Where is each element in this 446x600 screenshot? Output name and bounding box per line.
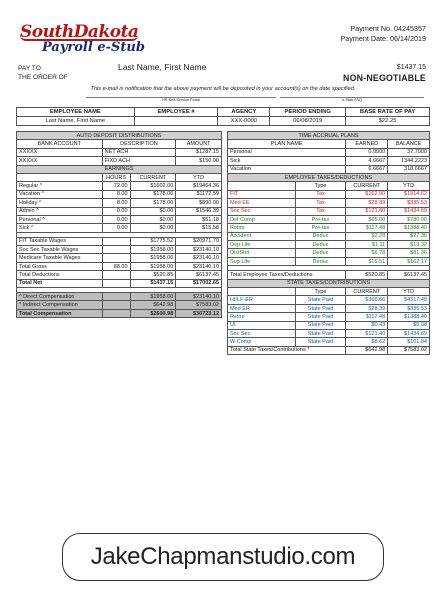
plan-name: Vacation [228,165,346,173]
compensation-current: $642.98 [130,301,176,309]
taxes-blank-header [228,182,296,190]
table-row [17,237,222,245]
earning-ytd: $890.00 [176,199,222,207]
estub-faq-link[interactable]: e-Stub FAQ [280,97,424,104]
table-row [17,215,222,223]
earning-hours: 72.00 [102,182,130,190]
table-row [228,329,430,337]
payment-no: 04245357 [394,24,426,33]
table-row [228,304,430,312]
earning-current: $178.00 [130,199,176,207]
total-hours [102,279,130,287]
tax-ytd: $1914.62 [388,190,430,198]
tax-name: DistShrt [228,249,296,257]
earning-hours: 8.00 [102,190,130,198]
earning-type: Personal ^ [17,215,103,223]
total-label: Total Gross [17,262,103,270]
ytd-header: YTD [176,173,222,181]
taxable-current: $1958.00 [130,254,176,262]
description-header: DESCRIPTION [102,140,176,148]
earning-hours: 0.00 [102,224,130,232]
state-total-current: $642.98 [346,346,388,354]
tax-current: $117.48 [346,224,388,232]
period-ending-header: PERIOD ENDING [270,108,346,117]
taxable-ytd: $23140.10 [176,254,222,262]
taxable-label: Medicare Taxable Wages [17,254,103,262]
agency: XXX-0000 [218,116,270,125]
table-row [17,246,222,254]
plan-balance: 1344.2223 [388,157,430,165]
earning-type: Regular ^ [17,182,103,190]
total-hours [102,271,130,279]
state-type: State Paid [295,304,346,312]
bank-account: XXXXX [17,148,103,156]
state-blank-header [228,288,296,296]
tax-type: Pre-tax [295,215,346,223]
payment-amount: $1437.15 [396,64,426,71]
state-type: State Paid [295,329,346,337]
taxes-total-current: $520.85 [346,271,388,279]
state-name: UI [228,321,296,329]
compensation-hours [102,301,130,309]
table-row [228,232,430,240]
state-type: State Paid [295,321,346,329]
deposit-notice: This e-mail is notification that the above payment will be deposited in your account(s) on the date specified. [90,86,356,92]
tax-name: Retire [228,224,296,232]
tax-name: Def Comp [228,215,296,223]
total-label: Total Deductions [17,271,103,279]
tax-type: Pre-tax [295,224,346,232]
state-total-ytd: $7583.02 [388,346,430,354]
watermark-box [62,533,384,581]
tax-ytd: $335.53 [388,199,430,207]
taxes-title: EMPLOYEE TAXES/DEDUCTIONS [228,173,430,181]
table-row [17,279,222,287]
employee-number-header: EMPLOYEE # [134,108,218,117]
agency-header: AGENCY [218,108,270,117]
total-hours: 88.00 [102,262,130,270]
state-title: STATE TAXES/CONTRIBUTIONS [228,279,430,287]
state-current: $8.62 [346,338,388,346]
taxable-ytd: $20971.70 [176,237,222,245]
taxable-label: Soc Sec Taxable Wages [17,246,103,254]
accrual-title: TIME ACCRUAL PLANS [228,132,430,140]
tax-name: Sup Life [228,257,296,265]
table-row [17,262,222,270]
tax-name: FIT [228,190,296,198]
pay-to-label [18,64,68,82]
state-ytd: $1388.40 [388,313,430,321]
tax-current: $65.00 [346,215,388,223]
brand-name-top: SouthDakota [20,22,139,42]
employee-name-header: EMPLOYEE NAME [17,108,135,117]
taxes-total-ytd: $6137.45 [388,271,430,279]
earning-ytd: $1546.39 [176,207,222,215]
state-name: Med ER [228,304,296,312]
employee-name: Last Name, First Name [17,116,135,125]
compensation-label: * Indirect Compensation [17,301,103,309]
earning-current: $1602.00 [130,182,176,190]
amount-header: AMOUNT [176,140,222,148]
plan-earned: 4.6667 [346,157,388,165]
tax-name: Dep Life [228,241,296,249]
state-current: $0.43 [346,321,388,329]
state-ytd: $1434.69 [388,329,430,337]
taxable-ytd: $23140.10 [176,246,222,254]
table-row [228,157,430,165]
hours-header: HOURS [102,173,130,181]
tax-type: Tax [295,190,346,198]
tax-name: Med EE [228,199,296,207]
compensation-ytd: $30723.12 [176,309,222,317]
tax-type: Deduc [295,241,346,249]
tax-name: Accident [228,232,296,240]
employee-number [134,116,218,125]
current-header: CURRENT [346,288,388,296]
tax-ytd: $27.36 [388,232,430,240]
compensation-ytd: $7583.02 [176,301,222,309]
state-name: HI/LF-ER [228,296,296,304]
table-row [228,296,430,304]
total-ytd: $23140.10 [176,262,222,270]
employee-info-table [16,107,430,126]
plan-name-header: PLAN NAME [228,140,346,148]
current-header: CURRENT [130,173,176,181]
deposit-description: NET ACH [102,148,176,156]
table-row [17,182,222,190]
taxable-hours [102,254,130,262]
payment-date: 06/14/2019 [390,34,426,43]
tax-type: Tax [295,199,346,207]
earning-type: Holiday ^ [17,199,103,207]
earnings-blank-header [17,173,103,181]
table-row [228,224,430,232]
type-header: Type [295,288,346,296]
table-row [228,199,430,207]
bank-account: XXXXX [17,157,103,165]
taxable-label: FIT Taxable Wages [17,237,103,245]
compensation-ytd: $23140.10 [176,293,222,301]
table-row [228,207,430,215]
payment-no-label: Payment No. [350,24,393,33]
state-name: W Comp [228,338,296,346]
state-type: State Paid [295,296,346,304]
earning-current: $0.00 [130,207,176,215]
table-row [17,301,222,309]
table-row [17,148,222,156]
direct-deposit-title: AUTO DEPOSIT DISTRIBUTIONS [17,132,222,140]
ytd-header: YTD [388,288,430,296]
bank-account-header: BANK ACCOUNT [17,140,103,148]
compensation-hours [102,293,130,301]
state-ytd: $335.53 [388,304,430,312]
table-row [17,207,222,215]
table-row [17,271,222,279]
type-header: Type [295,182,346,190]
earning-hours: 8.00 [102,199,130,207]
tax-current: $121.40 [346,207,388,215]
taxes-total-label: Total Employee Taxes/Deductions [228,271,346,279]
tax-current: $15.51 [346,257,388,265]
pay-to-line1: PAY TO [18,65,41,72]
total-ytd: $17002.65 [176,279,222,287]
compensation-label: ^ Direct Compensation [17,293,103,301]
earning-type: Admin ^ [17,207,103,215]
state-ytd: $4317.48 [388,296,430,304]
table-row [17,293,222,301]
table-row [228,190,430,198]
tax-type: Deduc [295,257,346,265]
plan-balance: 37.7000 [388,148,430,156]
earnings-title: EARNINGS [17,165,222,173]
tax-ytd: $81.36 [388,249,430,257]
watermark-text: JakeChapmanstudio.com [90,543,356,570]
payment-info [340,24,426,44]
state-current: $366.66 [346,296,388,304]
table-row [17,224,222,232]
earning-current: $178.00 [130,190,176,198]
state-ytd: $101.84 [388,338,430,346]
plan-earned: 0.0000 [346,148,388,156]
deposit-amount: $150.00 [176,157,222,165]
table-row [228,249,430,257]
balance-header: BALANCE [388,140,430,148]
earning-current: $0.00 [130,215,176,223]
earning-ytd: $15.58 [176,224,222,232]
tax-current: $28.39 [346,199,388,207]
right-column-table [227,131,430,355]
tax-ytd: $1434.69 [388,207,430,215]
compensation-hours [102,309,130,317]
deposit-description: FIXD ACH [102,157,176,165]
left-column-table [16,131,222,318]
tax-current: $1.11 [346,241,388,249]
earning-ytd: $19464.36 [176,182,222,190]
non-negotiable-label: NON-NEGOTIABLE [343,73,426,83]
taxes-total-row [228,271,430,279]
state-name: Retire [228,313,296,321]
table-row [228,148,430,156]
table-row [228,257,430,265]
earning-ytd: $51.18 [176,215,222,223]
table-row [228,321,430,329]
plan-balance: 318.6667 [388,165,430,173]
state-type: State Paid [295,338,346,346]
state-total-row [228,346,430,354]
tax-ytd: $780.00 [388,215,430,223]
plan-earned: 6.6667 [346,165,388,173]
payee-name: Last Name, First Name [118,62,207,72]
tax-type: Tax [295,207,346,215]
table-row [17,157,222,165]
taxable-hours [102,246,130,254]
base-rate: $22.25 [346,116,430,125]
table-row [17,254,222,262]
table-row [17,309,222,317]
state-total-label: Total State Taxes/Contributions * [228,346,346,354]
earned-header: EARNED [346,140,388,148]
total-label: Total Net [17,279,103,287]
earning-hours: 0.00 [102,215,130,223]
tax-current: $2.28 [346,232,388,240]
table-row [228,313,430,321]
ytd-header: YTD [388,182,430,190]
compensation-label: Total Compensation [17,309,103,317]
taxable-hours [102,237,130,245]
state-ytd: $5.08 [388,321,430,329]
tax-current: $162.90 [346,190,388,198]
earning-type: Sick ^ [17,224,103,232]
earning-type: Vacation ^ [17,190,103,198]
tax-ytd: $162.17 [388,257,430,265]
table-row [228,215,430,223]
plan-name: Personal [228,148,346,156]
table-row [228,338,430,346]
deposit-amount: $1287.15 [176,148,222,156]
state-name: Soc Sec [228,329,296,337]
table-row [228,241,430,249]
tax-ytd: $13.32 [388,241,430,249]
brand-name-bottom: Payroll e-Stub [42,40,145,55]
tax-type: Deduc [295,232,346,240]
state-type: State Paid [295,313,346,321]
earning-current: $0.00 [130,224,176,232]
tax-current: $6.78 [346,249,388,257]
state-current: $28.39 [346,304,388,312]
table-row [17,190,222,198]
plan-name: Sick [228,157,346,165]
tax-name: Soc Sec [228,207,296,215]
total-current: $520.85 [130,271,176,279]
pay-stub [16,18,430,466]
tax-type: Deduc [295,249,346,257]
total-current: $1958.00 [130,262,176,270]
earning-hours: 0.00 [102,207,130,215]
total-current: $1437.15 [130,279,176,287]
tax-ytd: $1388.40 [388,224,430,232]
total-ytd: $6137.45 [176,271,222,279]
current-header: CURRENT [346,182,388,190]
hr-portal-link[interactable]: HR Self-Service Portal [86,97,276,104]
period-ending: 06/08/2019 [270,116,346,125]
compensation-current: $1958.00 [130,293,176,301]
base-rate-header: BASE RATE OF PAY [346,108,430,117]
taxable-current: $1958.00 [130,246,176,254]
compensation-current: $2600.98 [130,309,176,317]
portal-row [16,96,430,105]
pay-to-line2: THE ORDER OF [18,74,68,81]
state-current: $117.48 [346,313,388,321]
earning-ytd: $1172.59 [176,190,222,198]
table-row [17,199,222,207]
payment-date-label: Payment Date: [340,34,389,43]
table-row [228,165,430,173]
brand-logo [20,22,148,62]
state-current: $121.40 [346,329,388,337]
taxable-current: $1775.52 [130,237,176,245]
